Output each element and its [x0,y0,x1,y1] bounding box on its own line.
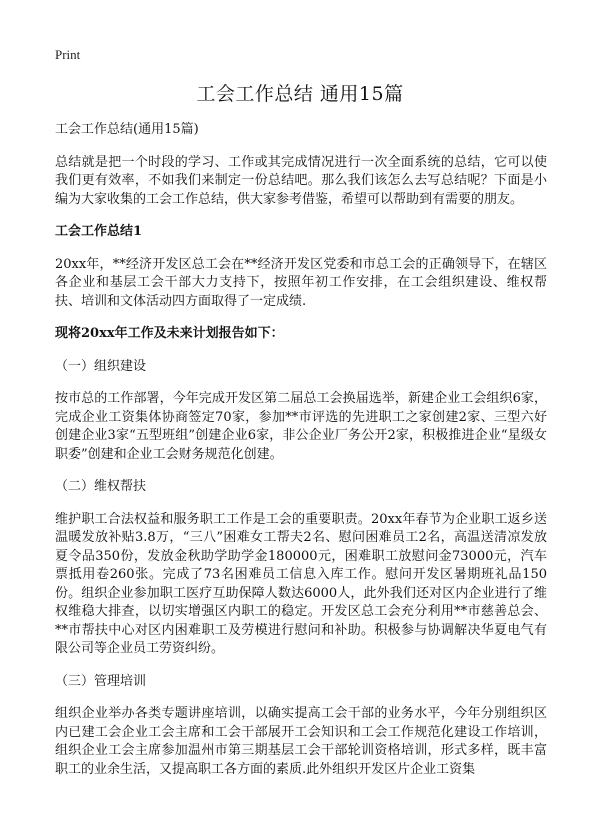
document-body [55,121,547,779]
report-heading: 现将20xx年工作及未来计划报告如下： [55,326,284,341]
print-link[interactable]: Print [55,47,81,62]
page-title: 工会工作总结 通用15篇 [196,83,404,105]
document-subtitle: 工会工作总结(通用15篇) [55,122,199,137]
org-paragraph: 按市总的工作部署，今年完成开发区第二届总工会换届选举，新建企业工会组织6家，完成企业工资集体协商签定70家，参加**市评选的先进职工之家创建2家、三型六好创建企业3家“五型班组”创建企业6家，非公企业厂务公开2家，积极推进企业“星级女职委”创建和企业工会财务规范化创建。 [55,391,547,462]
rights-paragraph: 维护职工合法权益和服务职工工作是工会的重要职责。20xx年春节为企业职工返乡送温暖发放补贴3.8万，“三八”困难女工帮夫2名、慰问困难员工2名，高温送清凉发放夏令品350份，发放金秋助学助学金180000元，困难职工放慰问金73000元，汽车票抵用卷260张。完成了73名困难员工信息入库工作。慰问开发区暑期班礼品150份。组织企业参加职工医疗互助保障人数达6000人，此外我们还对区内企业进行了维权维稳大排查，以切实增强区内职工的稳定。开发区总工会充分利用**市慈善总会、**市帮扶中心对区内困难职工及劳模进行慰问和补助。积极参与协调解决华夏电气有限公司等企业员工劳资纠纷。 [55,511,547,656]
training-paragraph: 组织企业举办各类专题讲座培训，以确实提高工会干部的业务水平，今年分别组织区内已建工会企业工会主席和工会干部展开工会知识和工会工作规范化建设工作培训，组织企业工会主席参加温州市第三期基层工会干部轮训资格培训，形式多样，既丰富职工的业余生活，又提高职工各方面的素质.此外组织开发区片企业工资集 [55,706,547,777]
subsection-heading-rights: （二）维权帮扶 [55,479,147,494]
section1-paragraph: 20xx年，**经济开发区总工会在**经济开发区党委和市总工会的正确领导下，在辖区各企业和基层工会干部大力支持下，按照年初工作安排，在工会组织建设、维权帮扶、培训和文体活动四方面取得了一定成绩. [55,256,547,309]
intro-paragraph: 总结就是把一个时段的学习、工作或其完成情况进行一次全面系统的总结，它可以使我们更有效率，不如我们来制定一份总结吧。那么我们该怎么去写总结呢？下面是小编为大家收集的工会工作总结，供大家参考借鉴，希望可以帮助到有需要的朋友。 [55,154,547,207]
subsection-heading-training: （三）管理培训 [55,673,147,689]
section-heading: 工会工作总结1 [55,224,143,239]
subsection-heading-org: （一）组织建设 [55,358,147,374]
